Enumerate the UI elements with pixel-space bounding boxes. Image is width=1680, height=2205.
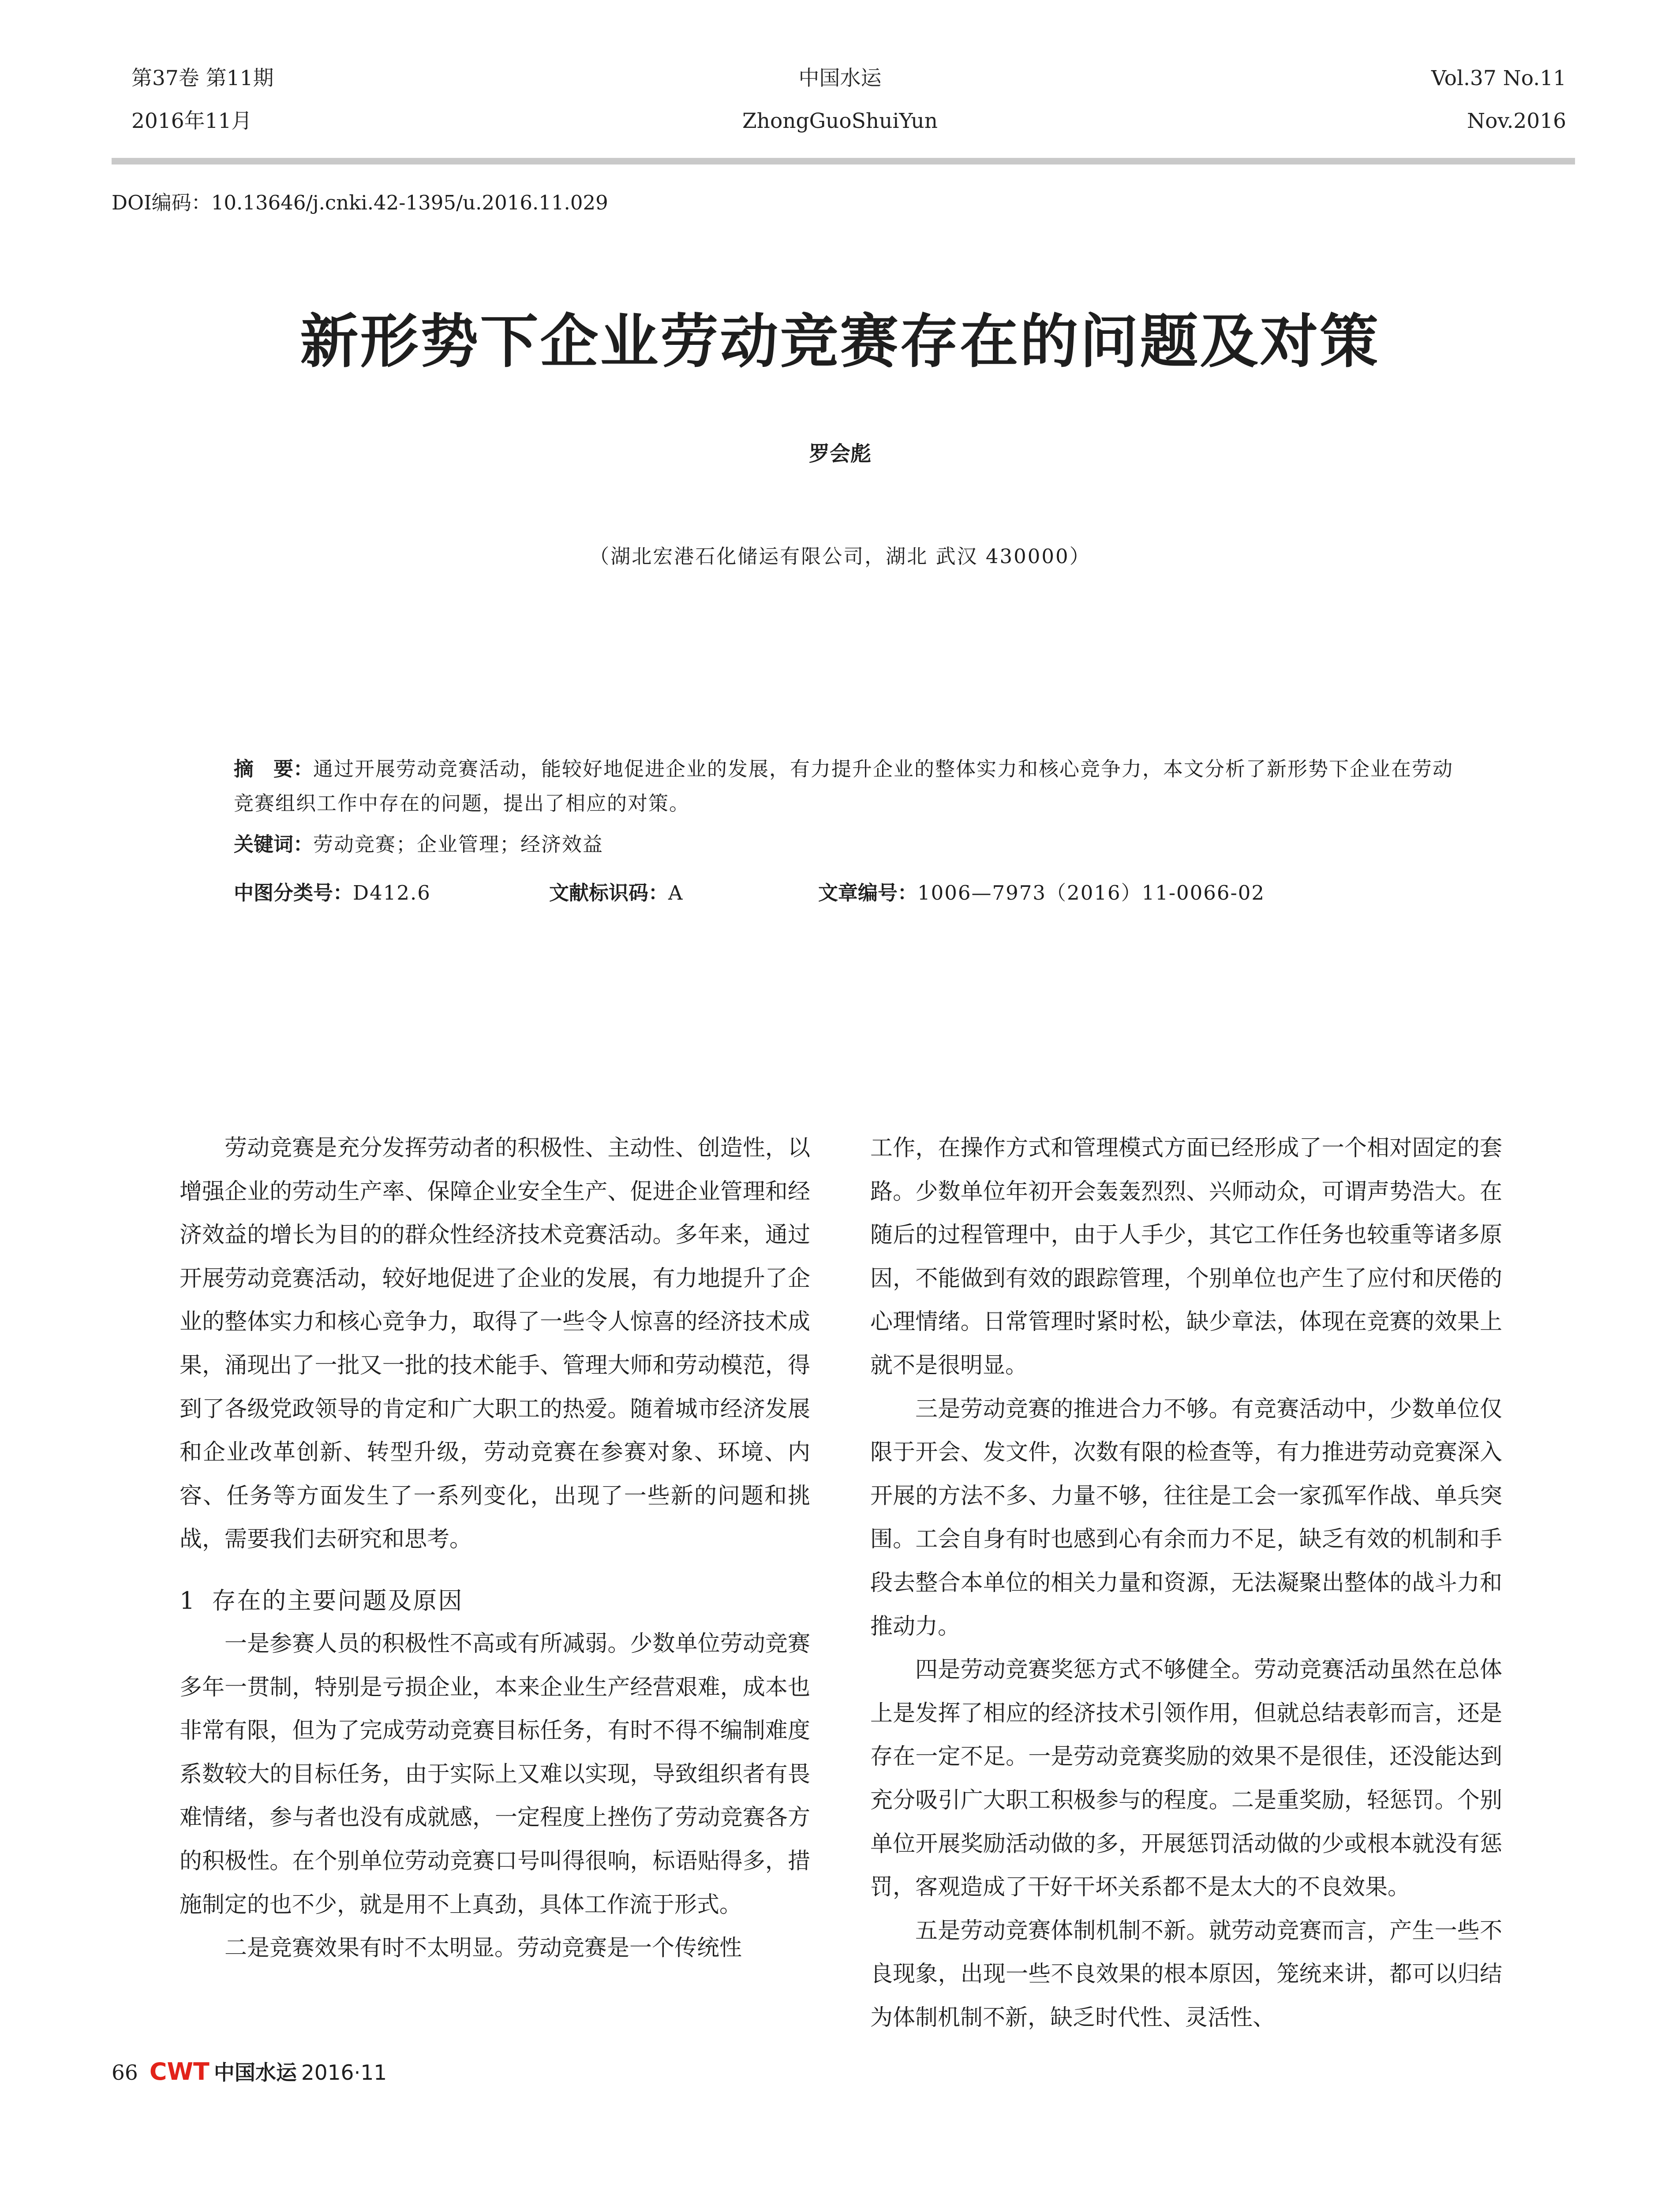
keywords-label: 关键词： — [234, 833, 314, 856]
paragraph-problem-5: 五是劳动竞赛体制机制不新。就劳动竞赛而言，产生一些不良现象，出现一些不良效果的根本原因，笼统来讲，都可以归结为体制机制不新，缺乏时代性、灵活性、 — [870, 1917, 1502, 2031]
doc-code-group — [549, 880, 684, 906]
journal-logo: CWT — [149, 2058, 210, 2085]
author: 罗会彪 — [809, 442, 871, 466]
section-number: 1 — [180, 1586, 196, 1615]
abstract-label: 摘 要： — [234, 757, 314, 781]
body-right-column — [870, 1127, 1502, 2040]
article-number-label: 文章编号： — [818, 881, 918, 904]
page-number: 66 — [112, 2061, 138, 2085]
paragraph-problem-2-cont: 工作，在操作方式和管理模式方面已经形成了一个相对固定的套路。少数单位年初开会轰轰烈烈、兴师动众，可谓声势浩大。在随后的过程管理中，由于人手少，其它工作任务也较重等诸多原因，不能做到有效的跟踪管理，个别单位也产生了应付和厌倦的心理情绪。日常管理时紧时松，缺少章法，体现在竞赛的效果上就不是很明显。 — [870, 1135, 1502, 1379]
header-volume: 第37卷 第11期 — [131, 66, 274, 90]
footer-journal: 中国水运 — [213, 2061, 297, 2085]
paragraph-problem-3: 三是劳动竞赛的推进合力不够。有竞赛活动中，少数单位仅限于开会、发文件，次数有限的检查等，有力推进劳动竞赛深入开展的方法不多、力量不够，往往是工会一家孤军作战、单兵突围。工会自身有时也感到心有余而力不足，缺乏有效的机制和手段去整合本单位的相关力量和资源，无法凝聚出整体的战斗力和推动力。 — [870, 1396, 1502, 1640]
article-number-value: 1006—7973（2016）11-0066-02 — [917, 881, 1265, 904]
header-journal-pinyin: ZhongGuoShuiYun — [742, 109, 938, 133]
section-heading — [180, 1579, 810, 1622]
paragraph-problem-2: 二是竞赛效果有时不太明显。劳动竞赛是一个传统性 — [224, 1935, 742, 1962]
header-rule — [112, 158, 1575, 164]
header-date-en: Nov.2016 — [1467, 109, 1566, 133]
header-volume-en: Vol.37 No.11 — [1431, 66, 1566, 90]
clc-label: 中图分类号： — [234, 881, 353, 904]
doc-code-label: 文献标识码： — [549, 881, 669, 904]
abstract-text: 通过开展劳动竞赛活动，能较好地促进企业的发展，有力提升企业的整体实力和核心竞争力，本文分析了新形势下企业在劳动竞赛组织工作中存在的问题，提出了相应的对策。 — [234, 757, 1454, 815]
section-title: 存在的主要问题及原因 — [212, 1586, 464, 1615]
clc-value: D412.6 — [353, 881, 431, 904]
page-footer — [112, 2059, 387, 2086]
header-date: 2016年11月 — [131, 109, 252, 133]
clc-group — [234, 880, 431, 906]
header-journal: 中国水运 — [798, 66, 882, 90]
paragraph-problem-4: 四是劳动竞赛奖惩方式不够健全。劳动竞赛活动虽然在总体上是发挥了相应的经济技术引领作用，但就总结表彰而言，还是存在一定不足。一是劳动竞赛奖励的效果不是很佳，还没能达到充分吸引广大职工积极参与的程度。二是重奖励，轻惩罚。个别单位开展奖励活动做的多，开展惩罚活动做的少或根本就没有惩罚，客观造成了干好干坏关系都不是太大的不良效果。 — [870, 1657, 1502, 1901]
doc-code-value: A — [668, 881, 684, 904]
paper-title: 新形势下企业劳动竞赛存在的问题及对策 — [300, 307, 1380, 376]
keywords-text: 劳动竞赛；企业管理；经济效益 — [313, 833, 604, 856]
abstract — [234, 752, 1464, 821]
keywords — [234, 831, 1464, 858]
affiliation: （湖北宏港石化储运有限公司，湖北 武汉 430000） — [589, 545, 1091, 568]
doi: DOI编码：10.13646/j.cnki.42-1395/u.2016.11.029 — [112, 191, 608, 214]
body-left-column — [180, 1127, 810, 1970]
article-number-group — [818, 880, 1265, 906]
paragraph-intro: 劳动竞赛是充分发挥劳动者的积极性、主动性、创造性，以增强企业的劳动生产率、保障企业安全生产、促进企业管理和经济效益的增长为目的的群众性经济技术竞赛活动。多年来，通过开展劳动竞赛活动，较好地促进了企业的发展，有力地提升了企业的整体实力和核心竞争力，取得了一些令人惊喜的经济技术成果，涌现出了一批又一批的技术能手、管理大师和劳动模范，得到了各级党政领导的肯定和广大职工的热爱。随着城市经济发展和企业改革创新、转型升级，劳动竞赛在参赛对象、环境、内容、任务等方面发生了一系列变化，出现了一些新的问题和挑战，需要我们去研究和思考。 — [180, 1135, 810, 1553]
paragraph-problem-1: 一是参赛人员的积极性不高或有所减弱。少数单位劳动竞赛多年一贯制，特别是亏损企业，本来企业生产经营艰难，成本也非常有限，但为了完成劳动竞赛目标任务，有时不得不编制难度系数较大的目标任务，由于实际上又难以实现，导致组织者有畏难情绪，参与者也没有成就感，一定程度上挫伤了劳动竞赛各方的积极性。在个别单位劳动竞赛口号叫得很响，标语贴得多，措施制定的也不少，就是用不上真劲，具体工作流于形式。 — [180, 1630, 810, 1918]
footer-date: 2016·11 — [301, 2061, 387, 2085]
